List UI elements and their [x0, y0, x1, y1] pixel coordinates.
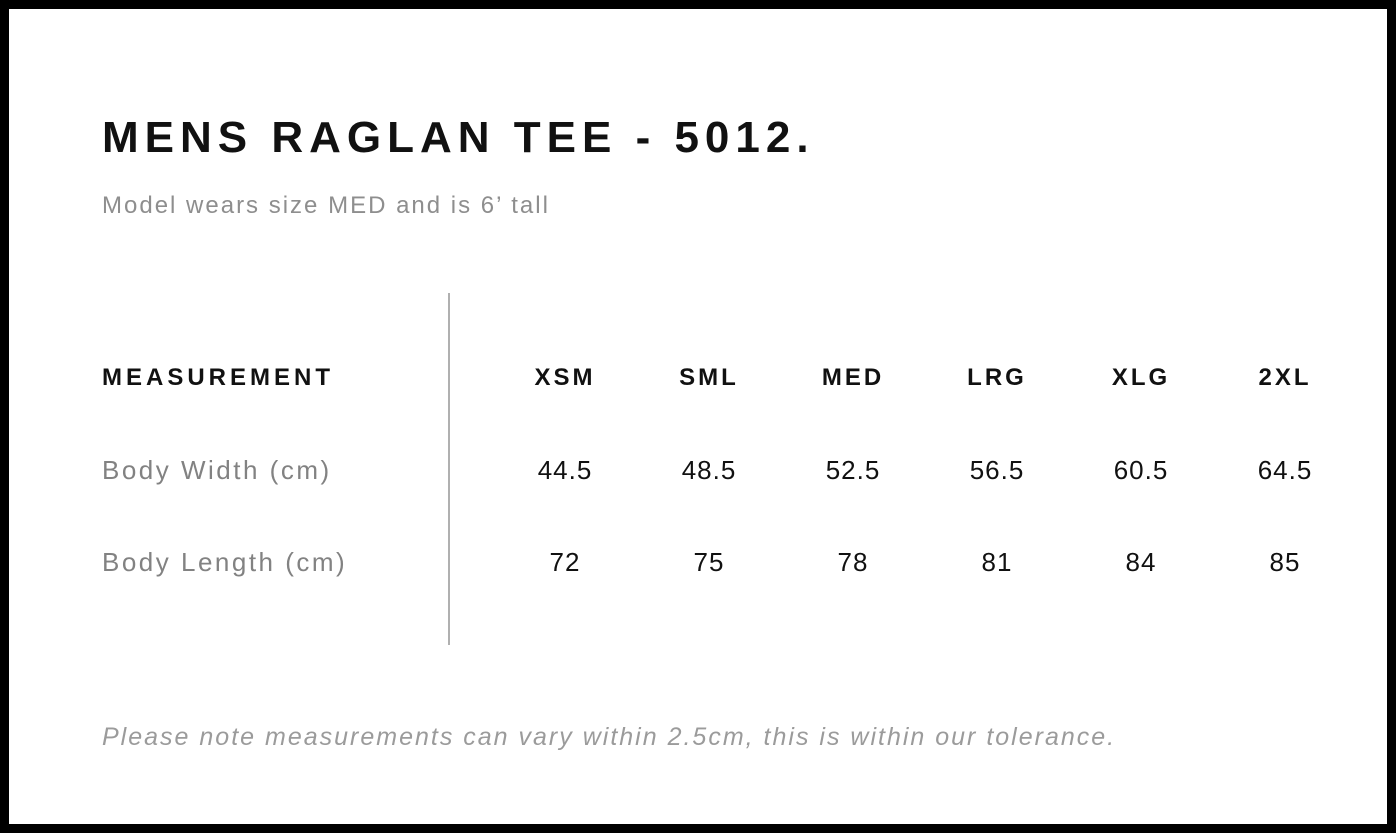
size-value-cell: 81 [981, 546, 1013, 577]
size-table [102, 332, 1357, 608]
model-size-note: Model wears size MED and is 6’ tall [102, 192, 550, 219]
size-value-cell: 60.5 [1113, 454, 1169, 485]
size-column-header-lrg: LRG [967, 364, 1027, 391]
measurement-row-label-body-width: Body Width (cm) [102, 454, 332, 485]
product-title: MENS RAGLAN TEE - 5012. [102, 113, 815, 162]
size-value-cell: 56.5 [969, 454, 1025, 485]
size-value-cell: 48.5 [681, 454, 737, 485]
size-column-header-xlg: XLG [1111, 364, 1171, 391]
size-value-cell: 84 [1125, 546, 1157, 577]
size-column-header-sml: SML [679, 364, 739, 391]
size-value-cell: 52.5 [825, 454, 881, 485]
size-column-header-med: MED [821, 364, 885, 391]
size-column-header-xsm: XSM [534, 364, 596, 391]
tolerance-note: Please note measurements can vary within 2.5cm, this is within our tolerance. [102, 723, 1117, 751]
measurement-column-header: MEASUREMENT [102, 364, 335, 391]
size-value-cell: 75 [693, 546, 725, 577]
size-value-cell: 85 [1269, 546, 1301, 577]
size-value-cell: 78 [837, 546, 869, 577]
measurement-row-label-body-length: Body Length (cm) [102, 546, 348, 577]
size-value-cell: 72 [549, 546, 581, 577]
size-value-cell: 64.5 [1257, 454, 1313, 485]
size-value-cell: 44.5 [537, 454, 593, 485]
size-column-header-2xl: 2XL [1258, 364, 1312, 391]
